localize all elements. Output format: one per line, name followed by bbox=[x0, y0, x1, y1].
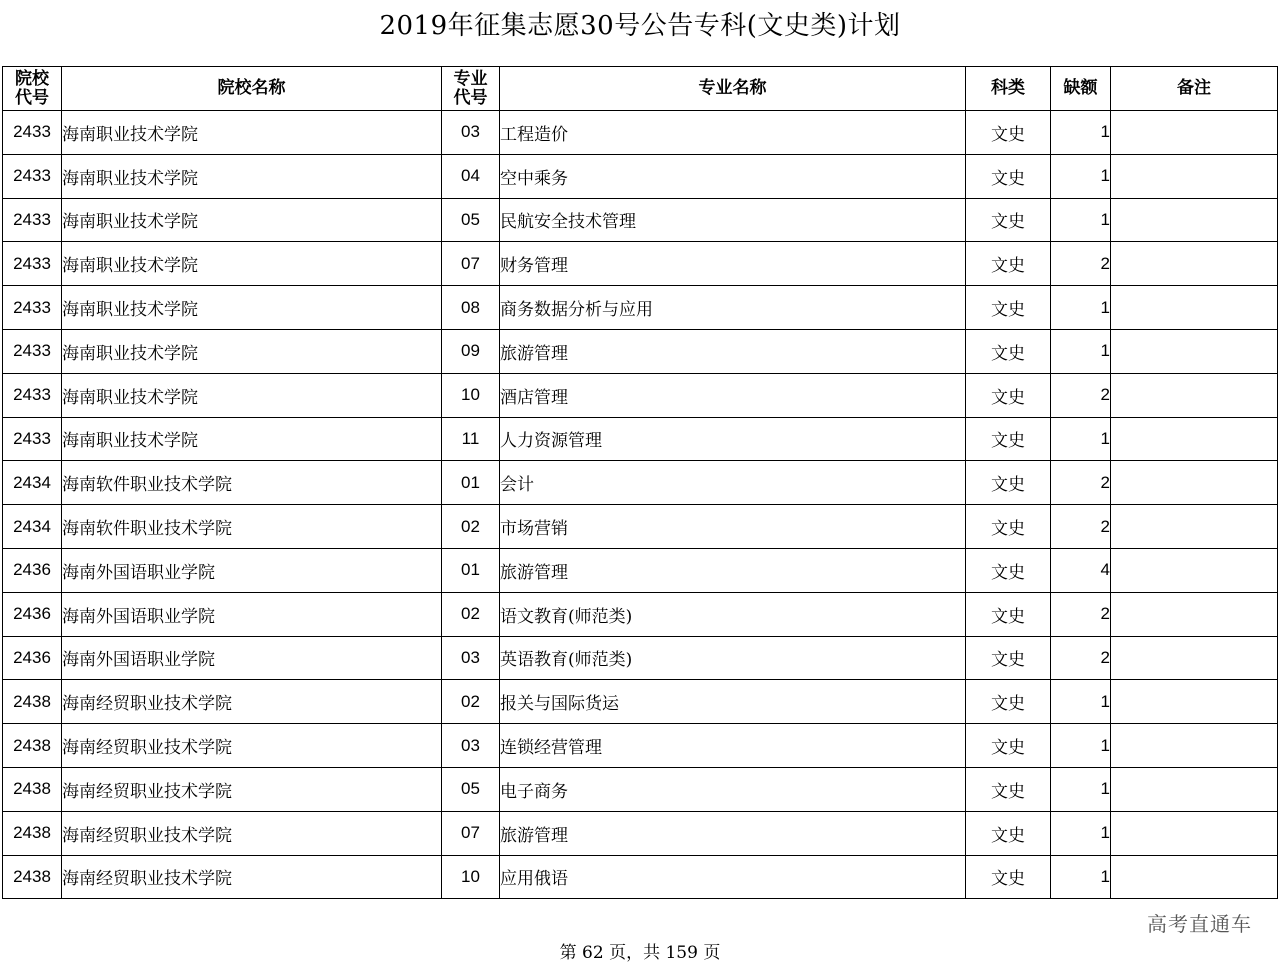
cell-school-name: 海南职业技术学院 bbox=[62, 286, 442, 330]
cell-major-code: 01 bbox=[442, 461, 500, 505]
cell-quota: 2 bbox=[1051, 636, 1111, 680]
cell-quota: 1 bbox=[1051, 767, 1111, 811]
cell-school-code: 2433 bbox=[3, 329, 62, 373]
cell-major-code: 08 bbox=[442, 286, 500, 330]
table-row bbox=[3, 767, 1278, 811]
cell-category: 文史 bbox=[966, 855, 1051, 899]
cell-note bbox=[1111, 373, 1278, 417]
cell-school-name: 海南外国语职业学院 bbox=[62, 636, 442, 680]
cell-school-code: 2433 bbox=[3, 286, 62, 330]
cell-note bbox=[1111, 505, 1278, 549]
cell-major-name: 连锁经营管理 bbox=[500, 724, 966, 768]
cell-note bbox=[1111, 329, 1278, 373]
cell-major-name: 旅游管理 bbox=[500, 548, 966, 592]
cell-category: 文史 bbox=[966, 767, 1051, 811]
cell-school-name: 海南职业技术学院 bbox=[62, 373, 442, 417]
cell-school-name: 海南外国语职业学院 bbox=[62, 548, 442, 592]
cell-school-name: 海南经贸职业技术学院 bbox=[62, 811, 442, 855]
cell-note bbox=[1111, 855, 1278, 899]
cell-major-name: 人力资源管理 bbox=[500, 417, 966, 461]
table-row bbox=[3, 198, 1278, 242]
cell-major-name: 报关与国际货运 bbox=[500, 680, 966, 724]
cell-school-code: 2436 bbox=[3, 636, 62, 680]
cell-major-name: 财务管理 bbox=[500, 242, 966, 286]
table-row bbox=[3, 724, 1278, 768]
cell-quota: 1 bbox=[1051, 286, 1111, 330]
cell-school-code: 2438 bbox=[3, 855, 62, 899]
table-row bbox=[3, 548, 1278, 592]
table-row bbox=[3, 855, 1278, 899]
cell-school-name: 海南职业技术学院 bbox=[62, 154, 442, 198]
table-row bbox=[3, 680, 1278, 724]
cell-major-code: 09 bbox=[442, 329, 500, 373]
cell-quota: 1 bbox=[1051, 329, 1111, 373]
admission-plan-table bbox=[2, 66, 1278, 899]
cell-major-code: 04 bbox=[442, 154, 500, 198]
cell-category: 文史 bbox=[966, 154, 1051, 198]
cell-quota: 2 bbox=[1051, 461, 1111, 505]
cell-major-code: 10 bbox=[442, 373, 500, 417]
cell-category: 文史 bbox=[966, 811, 1051, 855]
cell-note bbox=[1111, 242, 1278, 286]
cell-major-name: 商务数据分析与应用 bbox=[500, 286, 966, 330]
cell-note bbox=[1111, 811, 1278, 855]
cell-major-name: 酒店管理 bbox=[500, 373, 966, 417]
cell-note bbox=[1111, 680, 1278, 724]
page-title: 2019年征集志愿30号公告专科(文史类)计划 bbox=[379, 11, 901, 41]
cell-school-code: 2438 bbox=[3, 724, 62, 768]
cell-category: 文史 bbox=[966, 329, 1051, 373]
cell-quota: 2 bbox=[1051, 505, 1111, 549]
table-body bbox=[3, 111, 1278, 899]
cell-major-code: 03 bbox=[442, 111, 500, 155]
cell-quota: 1 bbox=[1051, 198, 1111, 242]
cell-quota: 2 bbox=[1051, 373, 1111, 417]
cell-school-code: 2433 bbox=[3, 417, 62, 461]
header-school-code: 院校 代号 bbox=[3, 67, 62, 111]
cell-category: 文史 bbox=[966, 724, 1051, 768]
cell-quota: 2 bbox=[1051, 592, 1111, 636]
table-row bbox=[3, 505, 1278, 549]
cell-category: 文史 bbox=[966, 198, 1051, 242]
cell-major-name: 市场营销 bbox=[500, 505, 966, 549]
cell-major-name: 电子商务 bbox=[500, 767, 966, 811]
cell-major-name: 空中乘务 bbox=[500, 154, 966, 198]
cell-school-name: 海南职业技术学院 bbox=[62, 198, 442, 242]
cell-note bbox=[1111, 154, 1278, 198]
cell-major-name: 旅游管理 bbox=[500, 329, 966, 373]
cell-major-name: 民航安全技术管理 bbox=[500, 198, 966, 242]
table-row bbox=[3, 811, 1278, 855]
table-row bbox=[3, 242, 1278, 286]
cell-school-code: 2433 bbox=[3, 198, 62, 242]
header-major-code: 专业 代号 bbox=[442, 67, 500, 111]
cell-major-code: 02 bbox=[442, 680, 500, 724]
cell-major-name: 英语教育(师范类) bbox=[500, 636, 966, 680]
cell-school-code: 2434 bbox=[3, 461, 62, 505]
cell-school-name: 海南职业技术学院 bbox=[62, 417, 442, 461]
cell-note bbox=[1111, 724, 1278, 768]
table-header-row bbox=[3, 67, 1278, 111]
cell-category: 文史 bbox=[966, 636, 1051, 680]
cell-major-code: 05 bbox=[442, 767, 500, 811]
cell-category: 文史 bbox=[966, 242, 1051, 286]
cell-school-code: 2436 bbox=[3, 592, 62, 636]
cell-school-name: 海南职业技术学院 bbox=[62, 111, 442, 155]
cell-category: 文史 bbox=[966, 417, 1051, 461]
cell-note bbox=[1111, 636, 1278, 680]
cell-school-name: 海南经贸职业技术学院 bbox=[62, 855, 442, 899]
table-row bbox=[3, 592, 1278, 636]
cell-school-code: 2438 bbox=[3, 811, 62, 855]
cell-major-code: 01 bbox=[442, 548, 500, 592]
cell-category: 文史 bbox=[966, 505, 1051, 549]
header-quota: 缺额 bbox=[1051, 67, 1111, 111]
cell-school-code: 2436 bbox=[3, 548, 62, 592]
cell-note bbox=[1111, 286, 1278, 330]
cell-school-name: 海南软件职业技术学院 bbox=[62, 461, 442, 505]
cell-note bbox=[1111, 111, 1278, 155]
cell-note bbox=[1111, 417, 1278, 461]
cell-category: 文史 bbox=[966, 111, 1051, 155]
header-note: 备注 bbox=[1111, 67, 1278, 111]
table-row bbox=[3, 373, 1278, 417]
cell-school-code: 2433 bbox=[3, 154, 62, 198]
cell-school-code: 2433 bbox=[3, 111, 62, 155]
cell-quota: 2 bbox=[1051, 242, 1111, 286]
cell-major-name: 工程造价 bbox=[500, 111, 966, 155]
cell-quota: 1 bbox=[1051, 154, 1111, 198]
table-row bbox=[3, 417, 1278, 461]
cell-quota: 1 bbox=[1051, 811, 1111, 855]
cell-category: 文史 bbox=[966, 680, 1051, 724]
cell-quota: 1 bbox=[1051, 855, 1111, 899]
cell-school-name: 海南经贸职业技术学院 bbox=[62, 767, 442, 811]
cell-note bbox=[1111, 548, 1278, 592]
cell-major-code: 05 bbox=[442, 198, 500, 242]
cell-major-name: 应用俄语 bbox=[500, 855, 966, 899]
cell-major-code: 03 bbox=[442, 636, 500, 680]
cell-major-code: 10 bbox=[442, 855, 500, 899]
cell-school-name: 海南职业技术学院 bbox=[62, 242, 442, 286]
cell-quota: 1 bbox=[1051, 417, 1111, 461]
watermark-text: 高考直通车 bbox=[1147, 912, 1252, 936]
table-row bbox=[3, 154, 1278, 198]
cell-school-code: 2433 bbox=[3, 242, 62, 286]
cell-category: 文史 bbox=[966, 461, 1051, 505]
cell-school-code: 2433 bbox=[3, 373, 62, 417]
cell-major-code: 07 bbox=[442, 242, 500, 286]
table-row bbox=[3, 111, 1278, 155]
cell-school-name: 海南职业技术学院 bbox=[62, 329, 442, 373]
cell-major-name: 语文教育(师范类) bbox=[500, 592, 966, 636]
cell-category: 文史 bbox=[966, 286, 1051, 330]
cell-school-name: 海南经贸职业技术学院 bbox=[62, 724, 442, 768]
cell-major-code: 03 bbox=[442, 724, 500, 768]
table-row bbox=[3, 286, 1278, 330]
cell-quota: 1 bbox=[1051, 111, 1111, 155]
cell-school-code: 2438 bbox=[3, 767, 62, 811]
cell-major-code: 11 bbox=[442, 417, 500, 461]
cell-quota: 1 bbox=[1051, 724, 1111, 768]
cell-category: 文史 bbox=[966, 373, 1051, 417]
cell-school-code: 2438 bbox=[3, 680, 62, 724]
table-row bbox=[3, 329, 1278, 373]
table-row bbox=[3, 461, 1278, 505]
cell-category: 文史 bbox=[966, 548, 1051, 592]
cell-school-name: 海南软件职业技术学院 bbox=[62, 505, 442, 549]
cell-school-name: 海南经贸职业技术学院 bbox=[62, 680, 442, 724]
cell-note bbox=[1111, 198, 1278, 242]
cell-major-code: 02 bbox=[442, 505, 500, 549]
cell-major-code: 02 bbox=[442, 592, 500, 636]
cell-school-name: 海南外国语职业学院 bbox=[62, 592, 442, 636]
cell-major-name: 会计 bbox=[500, 461, 966, 505]
cell-quota: 1 bbox=[1051, 680, 1111, 724]
cell-major-name: 旅游管理 bbox=[500, 811, 966, 855]
header-major-name: 专业名称 bbox=[500, 67, 966, 111]
header-category: 科类 bbox=[966, 67, 1051, 111]
header-school-name: 院校名称 bbox=[62, 67, 442, 111]
cell-quota: 4 bbox=[1051, 548, 1111, 592]
cell-note bbox=[1111, 767, 1278, 811]
cell-note bbox=[1111, 592, 1278, 636]
cell-category: 文史 bbox=[966, 592, 1051, 636]
table-row bbox=[3, 636, 1278, 680]
cell-note bbox=[1111, 461, 1278, 505]
page-number-footer: 第 62 页，共 159 页 bbox=[559, 943, 721, 963]
cell-major-code: 07 bbox=[442, 811, 500, 855]
cell-school-code: 2434 bbox=[3, 505, 62, 549]
